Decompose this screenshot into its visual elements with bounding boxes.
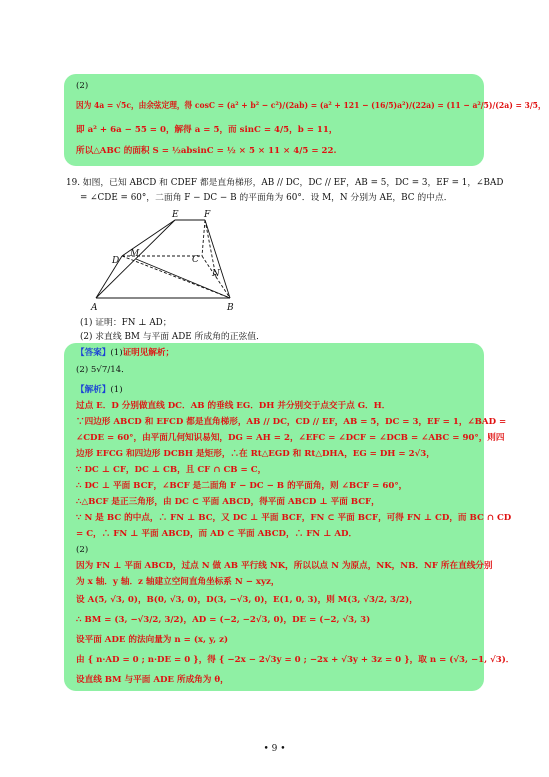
label-d: D: [112, 256, 120, 266]
edge-fb: [205, 220, 230, 298]
analysis-line: 过点 E．D 分别做直线 DC．AB 的垂线 EG．DH 并分别交于点交于点 G．H．: [76, 401, 391, 411]
analysis-line: ∠CDE = 60°，由平面几何知识易知，DG = AH = 2，∠EFC = ∠DCF = ∠DCB = ∠ABC = 90°，则四: [76, 433, 505, 443]
label-n: N: [212, 269, 220, 279]
label-c: C: [192, 255, 199, 265]
analysis-heading: [76, 384, 123, 396]
analysis-line: = C，∴ FN ⊥ 平面 ABCD，而 AD ⊂ 平面 ABCD，∴ FN ⊥ AD．: [76, 529, 358, 539]
analysis-line: 因为 FN ⊥ 平面 ABCD，过点 N 做 AB 平行线 NK，所以以点 N 为原点，NK，NB．NF 所在直线分别: [76, 561, 493, 571]
answer-line: [76, 347, 174, 359]
question-text: = ∠CDE = 60°，二面角 F − DC − B 的平面角为 60°．设 M，N 分别为 AE，BC 的中点．: [80, 193, 453, 203]
analysis-line: ∵ DC ⊥ CF，DC ⊥ CB，且 CF ∩ CB = C，: [76, 465, 267, 475]
analysis-line: 边形 EFCG 和四边形 DCBH 是矩形，∴在 Rt△EGD 和 Rt△DHA，EG = DH = 2√3，: [76, 449, 435, 459]
analysis-line: 设直线 BM 与平面 ADE 所成角为 θ，: [76, 675, 229, 685]
analysis-line: 设平面 ADE 的法向量为 n = (x, y, z): [76, 635, 229, 645]
answer-tag: 【答案】: [76, 348, 111, 358]
label-e: E: [172, 210, 179, 220]
analysis-line: 由 { n·AD = 0 ; n·DE = 0 }，得 { −2x − 2√3y = 0 ; −2x + √3y + 3z = 0 }，取 n = (√3, −1, √3)．: [76, 655, 515, 665]
analysis-line: 设 A(5, √3, 0)，B(0, √3, 0)，D(3, −√3, 0)，E(1, 0, 3)，则 M(3, √3/2, 3/2)，: [76, 595, 418, 605]
subquestion-1: (1) 证明：FN ⊥ AD；: [80, 318, 172, 328]
answer-2: (2) 5√7/14．: [76, 365, 130, 375]
analysis-line: ∴ DC ⊥ 平面 BCF，∠BCF 是二面角 F − DC − B 的平面角，则 ∠BCF = 60°，: [76, 481, 408, 491]
label-b: B: [227, 303, 234, 312]
analysis-part-2-label: (2): [76, 545, 89, 555]
solution-line: 所以△ABC 的面积 S = ½absinC = ½ × 5 × 11 × 4/5 = 22.: [76, 146, 337, 156]
label-m: M: [130, 249, 140, 259]
answer-1: 证明见解析；: [122, 348, 175, 358]
edge-ae: [96, 220, 175, 298]
question-text: 19. 如图，已知 ABCD 和 CDEF 都是直角梯形，AB // DC，DC // EF，AB = 5，DC = 3，EF = 1，∠BAD: [66, 178, 504, 188]
analysis-line: ∴ BM = (3, −√3/2, 3/2)，AD = (−2, −2√3, 0)，DE = (−2, √3, 3): [76, 615, 371, 625]
analysis-line: 为 x 轴．y 轴．z 轴建立空间直角坐标系 N − xyz，: [76, 577, 280, 587]
analysis-line: ∵四边形 ABCD 和 EFCD 都是直角梯形，AB // DC，CD // EF，AB = 5，DC = 3，EF = 1，∠BAD =: [76, 417, 507, 427]
analysis-tag: 【解析】: [76, 385, 111, 395]
solution-line: 因为 4a = √5c，由余弦定理，得 cosC = (a² + b² − c²)/(2ab) = (a² + 121 − (16/5)a²)/(22a) = (11 − a²/5)/(2a) = 3/5，: [76, 101, 546, 111]
label-a: A: [91, 303, 98, 312]
geometry-figure: [90, 210, 250, 312]
analysis-line: ∵ N 是 BC 的中点，∴ FN ⊥ BC，又 DC ⊥ 平面 BCF，FN ⊂ 平面 BCF，可得 FN ⊥ CD，而 BC ∩ CD: [76, 513, 512, 523]
label-f: F: [204, 210, 211, 220]
analysis-part-label: (1): [110, 385, 123, 395]
part-label: (2): [76, 81, 89, 91]
solution-line: 即 a² + 6a − 55 = 0，解得 a = 5，而 sinC = 4/5，b = 11，: [76, 125, 338, 135]
subquestion-2: (2) 求直线 BM 与平面 ADE 所成角的正弦值．: [80, 332, 265, 342]
page-number: • 9 •: [263, 744, 286, 754]
analysis-line: ∴△BCF 是正三角形，由 DC ⊂ 平面 ABCD，得平面 ABCD ⊥ 平面 BCF，: [76, 497, 380, 507]
answer-part-label: (1): [110, 348, 123, 358]
edge-fc: [202, 220, 205, 256]
